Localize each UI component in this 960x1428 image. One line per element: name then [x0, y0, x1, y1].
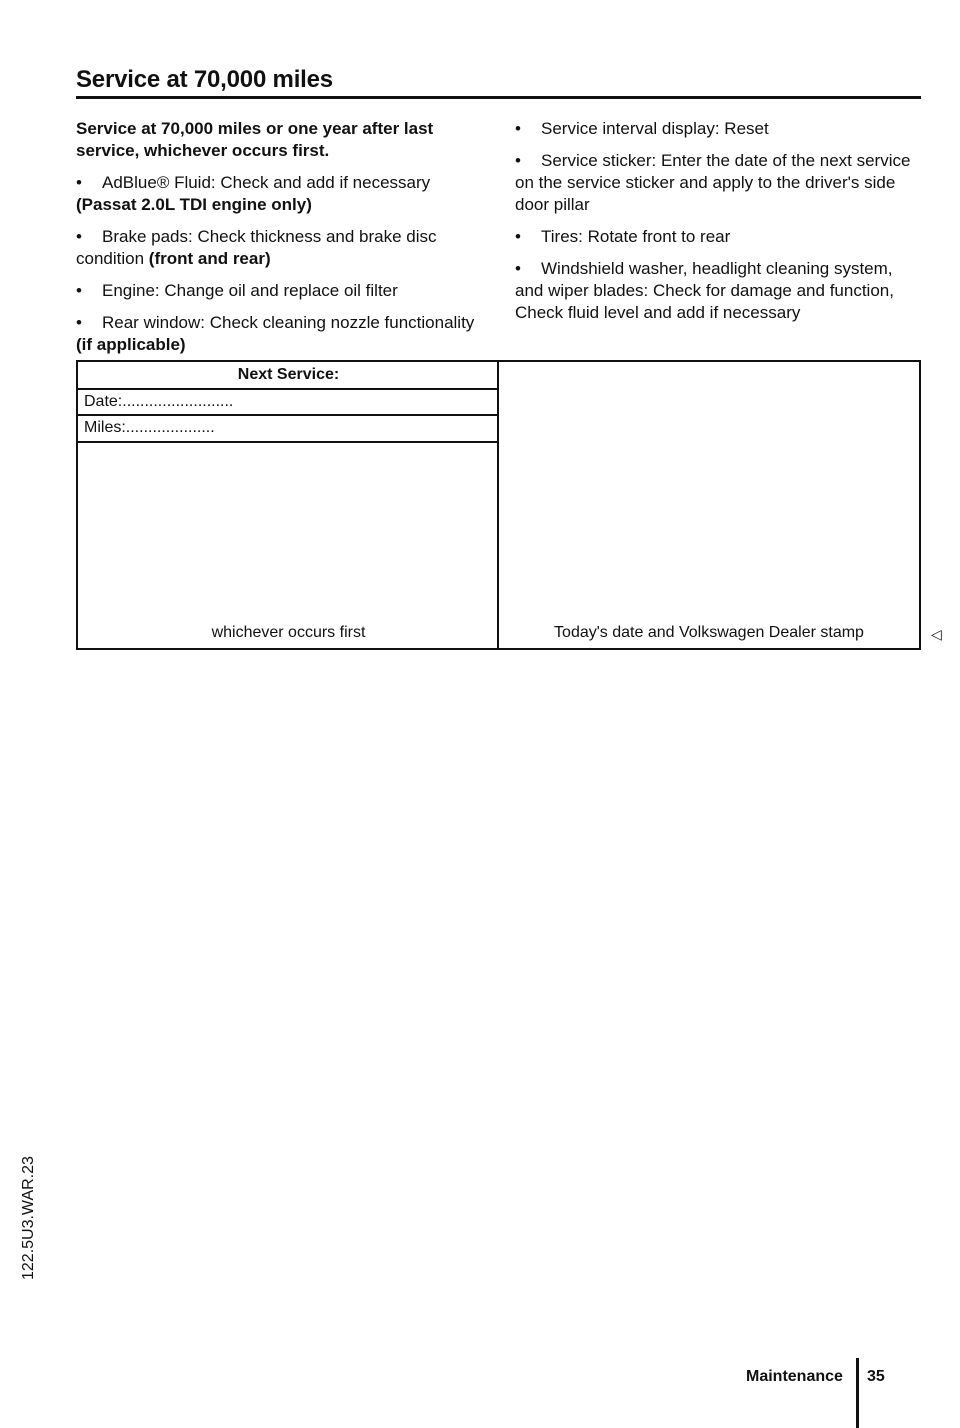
list-item-windshield: • Windshield washer, headlight cleaning system, and wiper blades: Check for damage and function, Check fluid level and add if necessary	[515, 258, 925, 324]
footer-rule	[856, 1358, 859, 1428]
list-item-service-display: • Service interval display: Reset	[515, 118, 925, 140]
intro-text: Service at 70,000 miles or one year after last service, whichever occurs first.	[76, 119, 434, 160]
footer-section: Maintenance	[746, 1368, 843, 1385]
dealer-stamp-label: Today's date and Volkswagen Dealer stamp	[554, 624, 864, 641]
right-column	[515, 118, 925, 334]
title-rule	[76, 96, 921, 99]
date-field: Date:.........................	[78, 390, 499, 416]
list-item-engine: • Engine: Change oil and replace oil filter	[76, 280, 476, 302]
side-code: 122.5U3.WAR.23	[20, 1156, 37, 1280]
service-record-form	[76, 360, 921, 650]
page-number: 35	[867, 1368, 885, 1385]
left-column	[76, 118, 476, 366]
list-item-service-sticker: • Service sticker: Enter the date of the next service on the service sticker and apply to the driver's side door pillar	[515, 150, 925, 216]
continue-marker-icon: ◁	[931, 626, 942, 642]
list-item-rear-window: • Rear window: Check cleaning nozzle functionality (if applicable)	[76, 312, 476, 356]
list-item-adblue: • AdBlue® Fluid: Check and add if necessary (Passat 2.0L TDI engine only)	[76, 172, 476, 216]
list-item-tires: • Tires: Rotate front to rear	[515, 226, 925, 248]
next-service-heading: Next Service:	[78, 362, 499, 390]
miles-field: Miles:....................	[78, 416, 499, 443]
whichever-label: whichever occurs first	[211, 624, 366, 641]
list-item-brake-pads: • Brake pads: Check thickness and brake disc condition (front and rear)	[76, 226, 476, 270]
page-title: Service at 70,000 miles	[76, 66, 333, 93]
next-service-panel	[78, 362, 499, 648]
